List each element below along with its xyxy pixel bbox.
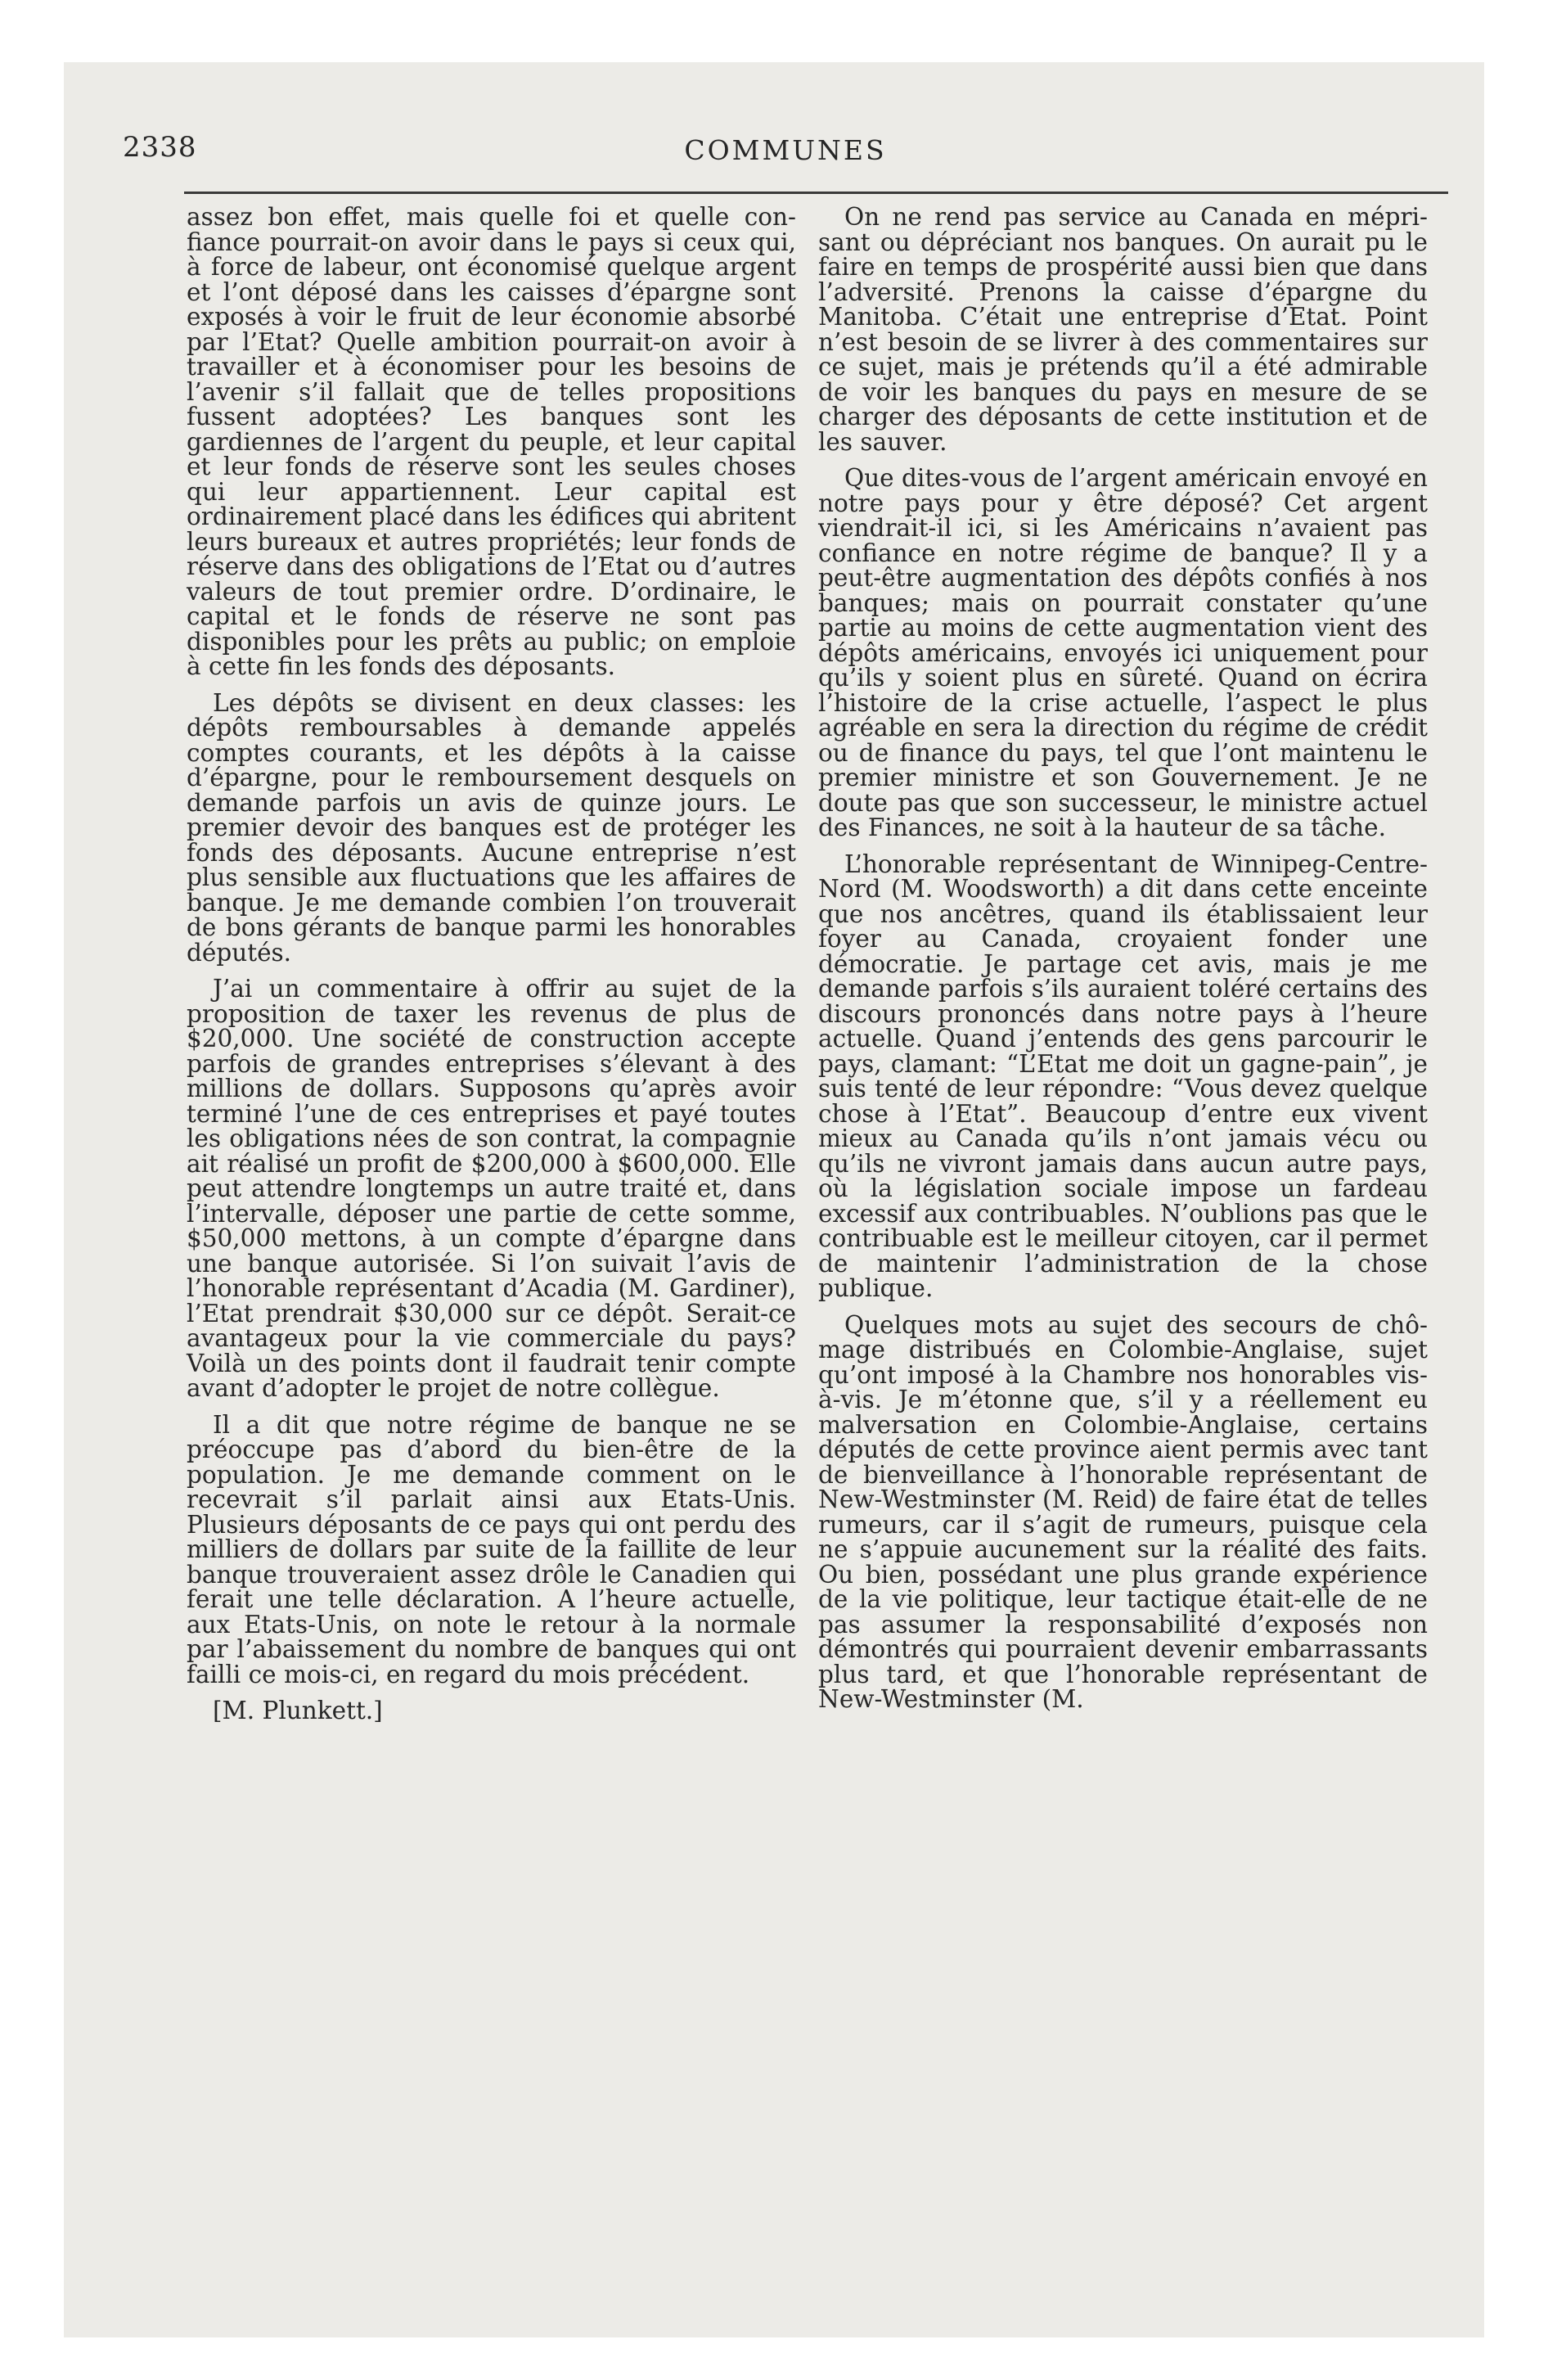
paragraph: Que dites-vous de l’argent américain envoyé en notre pays pour y être déposé? Cet argent viendrait-il ici, si les Américains n’avaient pas confiance en notre régime de banque? Il y a peut-être augmentation des dépôts confiés à nos banques; mais on pourrait constater qu’une partie au moins de cette augmentation vient des dépôts américains, envoyés ici uniquement pour qu’ils y soient plus en sûreté. Quand on écrira l’histoire de la crise actuelle, l’aspect le plus agréable en sera la direction du régime de crédit ou de finance du pays, tel que l’ont maintenu le premier ministre et son Gouvernement. Je ne doute pas que son successeur, le ministre actuel des Finances, ne soit à la hauteur de sa tâche. [818,464,1428,841]
paragraph: Quelques mots au sujet des secours de chômage distribués en Colombie-Anglaise, sujet qu’ont imposé à la Chambre nos honorables vis-à-vis. Je m’étonne que, s’il y a réellement eu malversation en Colombie-Anglaise, certains députés de cette province aient permis avec tant de bienveillance à l’honorable représentant de New-Westminster (M. Reid) de faire état de telles rumeurs, car il s’agit de rumeurs, puisque cela ne s’appuie aucunement sur la réalité des faits. Ou bien, possédant une plus grande expérience de la vie politique, leur tactique était-elle de ne pas assumer la responsabilité d’exposés non démontrés qui pourraient devenir embarrassants plus tard, et que l’honorable représentant de New-Westminster (M. [818,1310,1428,1713]
page-number: 2338 [123,131,197,164]
paragraph: Il a dit que notre régime de banque ne se préoccupe pas d’abord du bien-être de la population. Je me demande comment on le recevrait s’il parlait ainsi aux Etats-Unis. Plusieurs déposants de ce pays qui ont perdu des milliers de dollars par suite de la faillite de leur banque trouveraient assez drôle le Canadien qui ferait une telle déclaration. A l’heure actuelle, aux Etats-Unis, on note le retour à la normale par l’abaissement du nombre de banques qui ont failli ce mois-ci, en regard du mois précédent. [187,1410,796,1688]
left-column [187,205,796,2218]
right-column [818,205,1428,2218]
page-header [123,123,1448,180]
header-rule [184,192,1448,194]
speaker-attribution: [M. Plunkett.] [213,1697,383,1724]
paragraph: Les dépôts se divisent en deux classes: les dépôts remboursables à demande appelés comptes courants, et les dépôts à la caisse d’épargne, pour le remboursement desquels on demande parfois un avis de quinze jours. Le premier devoir des banques est de protéger les fonds des déposants. Aucune entreprise n’est plus sensible aux fluctuations que les affaires de banque. Je me demande combien l’on trouverait de bons gérants de banque parmi les honorables députés. [187,688,796,967]
paragraph: On ne rend pas service au Canada en méprisant ou dépréciant nos banques. On aurait pu le faire en temps de prospérité aussi bien que dans l’adversité. Prenons la caisse d’épargne du Manitoba. C’était une entreprise d’Etat. Point n’est besoin de se livrer à des commentaires sur ce sujet, mais je prétends qu’il a été admirable de voir les banques du pays en mesure de se charger des déposants de cette institution et de les sauver. [818,203,1428,456]
paragraph: assez bon effet, mais quelle foi et quelle confiance pourrait-on avoir dans le pays si ceux qui, à force de labeur, ont économisé quelque argent et l’ont déposé dans les caisses d’épargne sont exposés à voir le fruit de leur économie absorbé par l’Etat? Quelle ambition pourrait-on avoir à travailler et à économiser pour les besoins de l’avenir s’il fallait que de telles propositions fussent adoptées? Les banques sont les gardiennes de l’argent du peuple, et leur capital et leur fonds de réserve sont les seules choses qui leur appartiennent. Leur capital est ordinairement placé dans les édifices qui abritent leurs bureaux et autres propriétés; leur fonds de réserve dans des obligations de l’Etat ou d’autres valeurs de tout premier ordre. D’ordinaire, le capital et le fonds de réserve ne sont pas disponibles pour les prêts au public; on emploie à cette fin les fonds des déposants. [187,203,796,680]
paragraph: J’ai un commentaire à offrir au sujet de la proposition de taxer les revenus de plus de $20,000. Une société de construction accepte parfois de grandes entreprises s’élevant à des millions de dollars. Supposons qu’après avoir terminé l’une de ces entreprises et payé toutes les obligations nées de son contrat, la compagnie ait réalisé un profit de $200,000 à $600,000. Elle peut attendre longtemps un autre traité et, dans l’intervalle, déposer une partie de cette somme, $50,000 mettons, à un compte d’épargne dans une banque autorisée. Si l’on suivait l’avis de l’honorable représentant d’Acadia (M. Gardiner), l’Etat prendrait $30,000 sur ce dépôt. Serait-ce avantageux pour la vie commerciale du pays? Voilà un des points dont il faudrait tenir compte avant d’adopter le projet de notre collègue. [187,975,796,1402]
paragraph: L’honorable représentant de Winnipeg-Centre-Nord (M. Woodsworth) a dit dans cette enceinte que nos ancêtres, quand ils établissaient leur foyer au Canada, croyaient fonder une démocratie. Je partage cet avis, mais je me demande parfois s’ils auraient toléré certains des discours prononcés dans notre pays à l’heure actuelle. Quand j’entends des gens parcourir le pays, clamant: “L’Etat me doit un gagne-pain”, je suis tenté de leur répondre: “Vous devez quelque chose à l’Etat”. Beaucoup d’entre eux vivent mieux au Canada qu’ils n’ont jamais vécu ou qu’ils ne vivront jamais dans aucun autre pays, où la législation sociale impose un fardeau excessif aux contribuables. N’oublions pas que le contribuable est le meilleur citoyen, car il permet de maintenir l’administration de la chose publique. [818,850,1428,1302]
running-head: COMMUNES [684,134,887,166]
